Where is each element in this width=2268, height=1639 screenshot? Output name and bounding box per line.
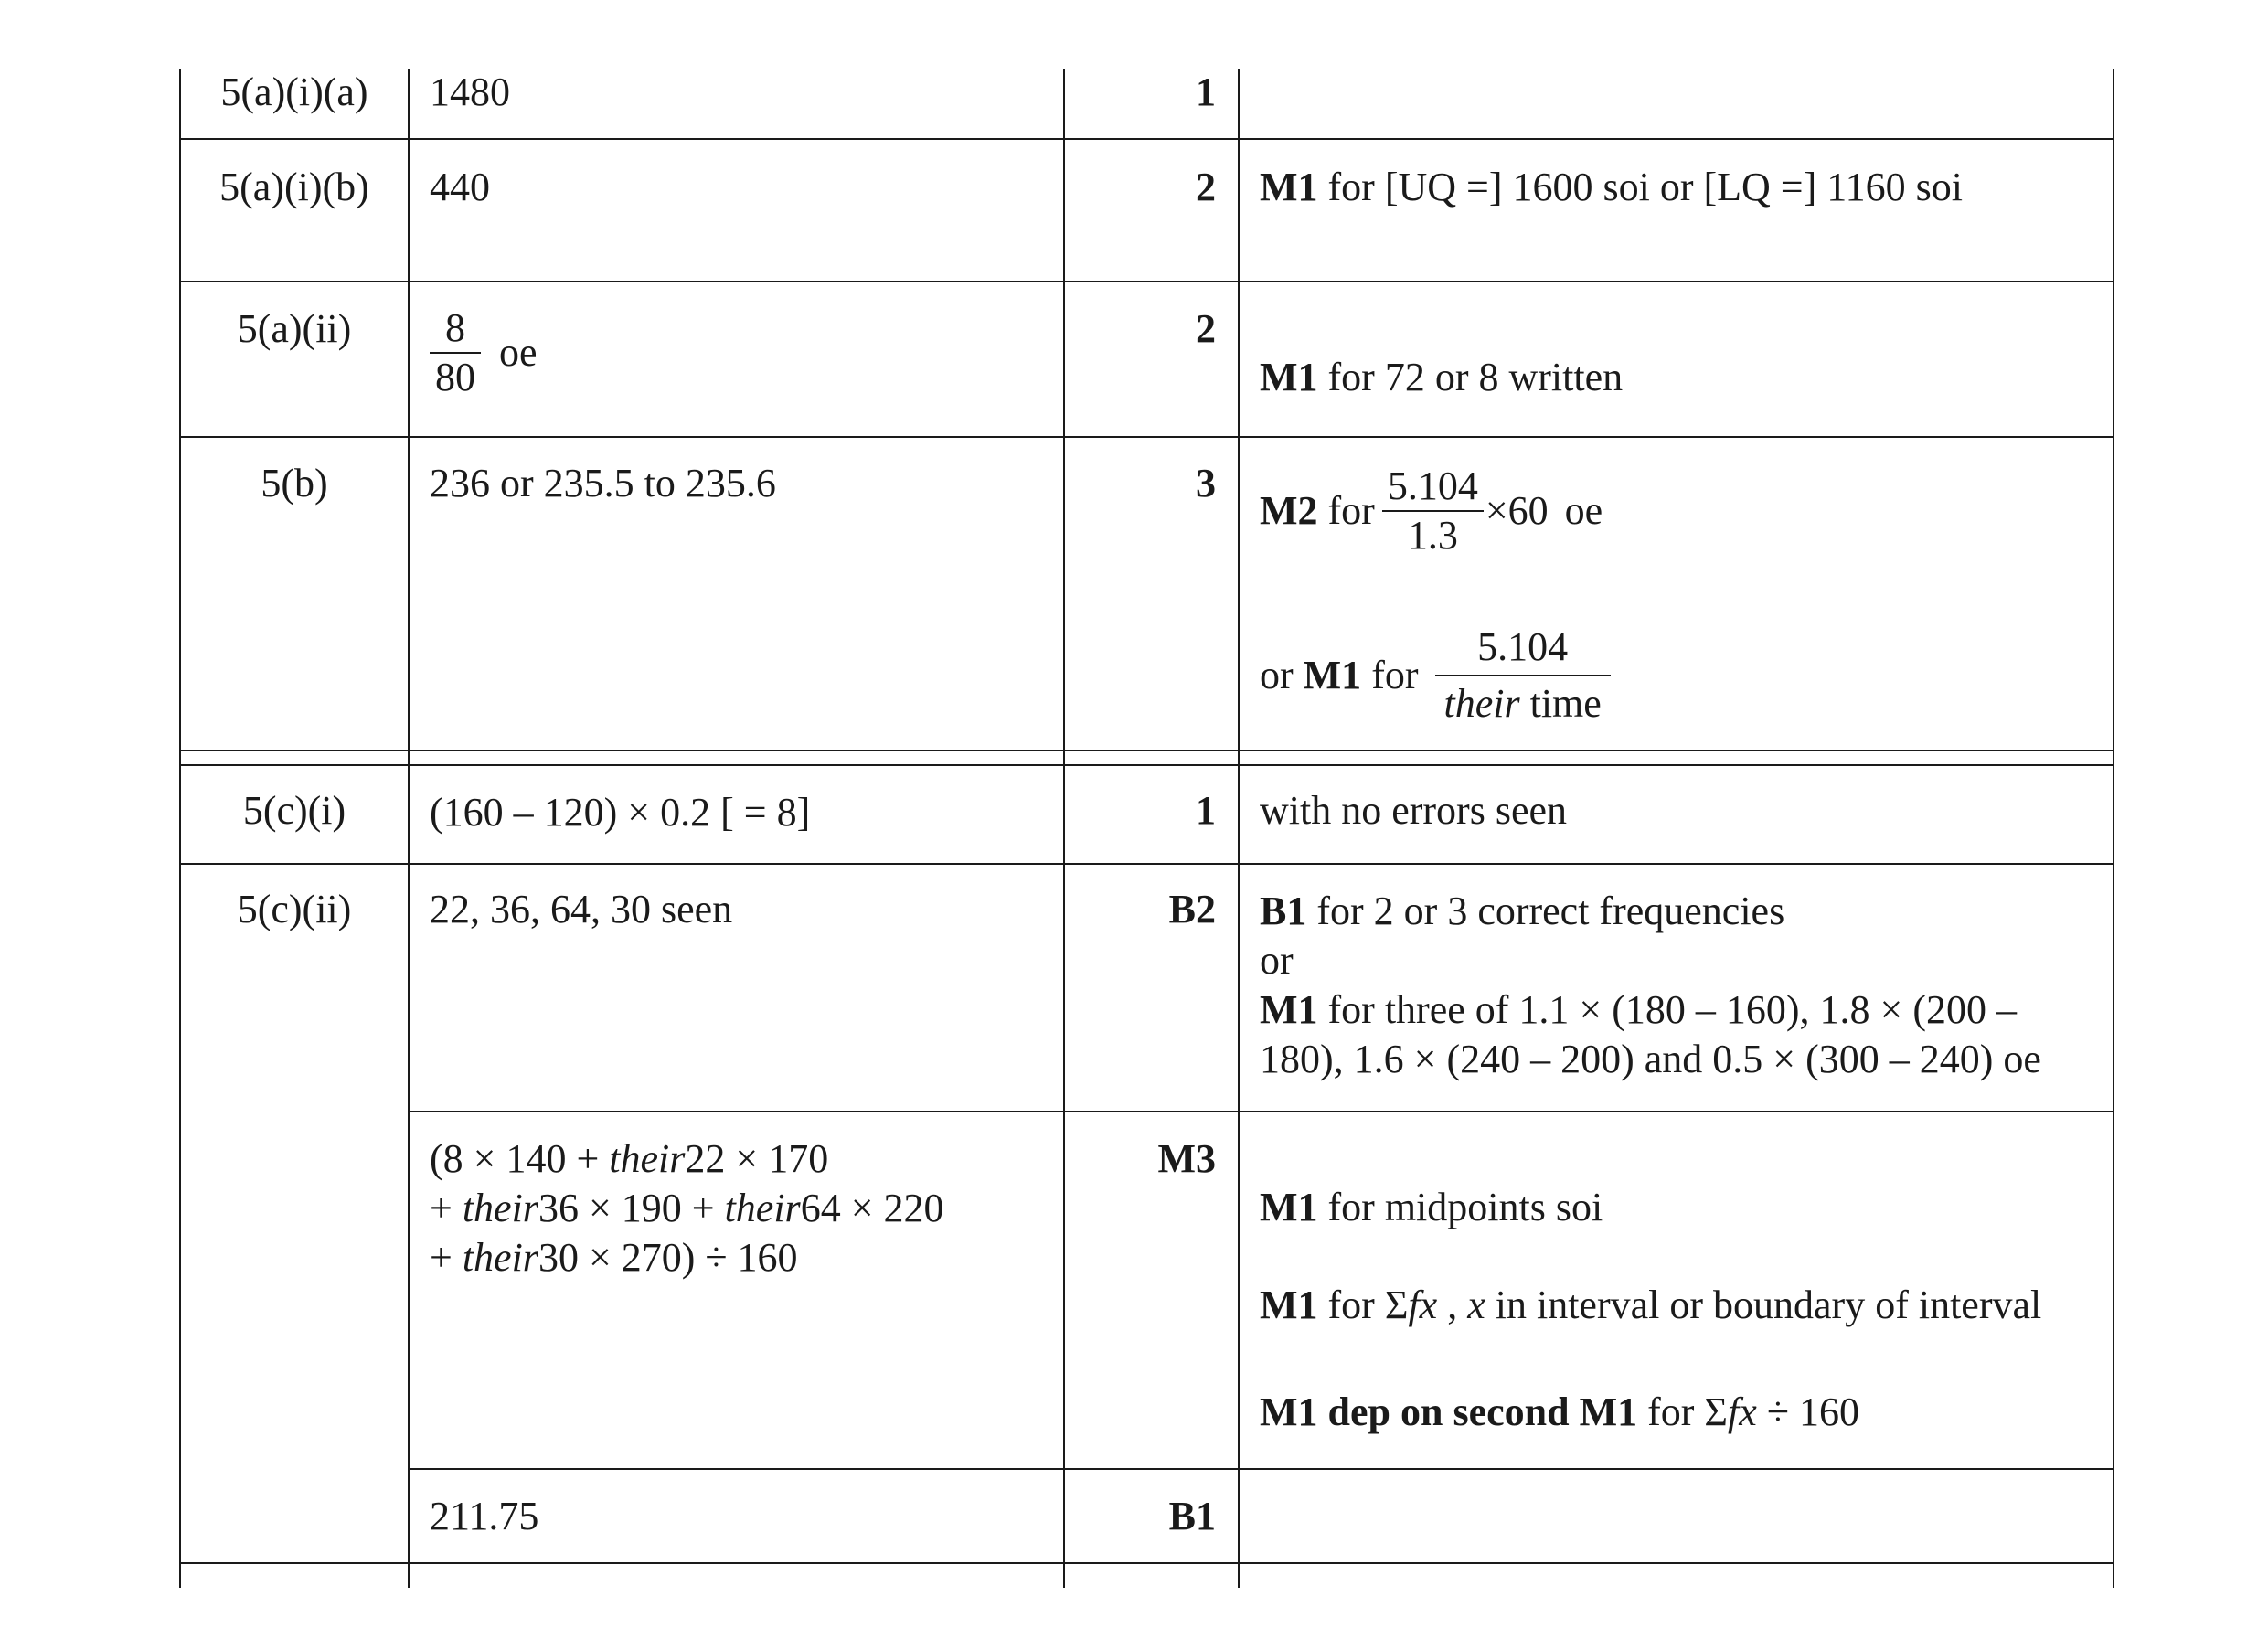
fraction-numerator: 8 bbox=[430, 304, 481, 354]
guidance-text: in interval or boundary of interval bbox=[1485, 1282, 2042, 1327]
row-divider bbox=[179, 281, 2114, 282]
guidance-cell bbox=[1260, 163, 1963, 212]
column-divider bbox=[408, 69, 410, 1588]
table-border-right bbox=[2113, 69, 2114, 1588]
guidance-text: for bbox=[1317, 488, 1375, 533]
marks-cell: 2 bbox=[1196, 306, 1216, 351]
guidance-text: for 72 or 8 written bbox=[1317, 355, 1624, 399]
row-divider bbox=[179, 750, 2114, 751]
mark-code: M2 bbox=[1260, 488, 1318, 533]
answer-cell: (160 – 120) × 0.2 [ = 8] bbox=[430, 790, 811, 835]
answer-text: (8 × 140 + bbox=[430, 1136, 610, 1181]
guidance-text: ×60 bbox=[1485, 488, 1549, 533]
italic-text: fx bbox=[1728, 1389, 1757, 1434]
marks-cell: B1 bbox=[1168, 1494, 1216, 1538]
answer-fraction bbox=[430, 304, 481, 401]
guidance-text: for midpoints soi bbox=[1317, 1185, 1603, 1229]
guidance-text: for [UQ =] 1600 soi or [LQ =] 1160 soi bbox=[1317, 165, 1963, 209]
guidance-text: for Σ bbox=[1317, 1282, 1409, 1327]
guidance-fraction bbox=[1435, 620, 1611, 731]
question-number: 5(b) bbox=[261, 461, 328, 506]
row-divider bbox=[408, 1111, 2114, 1112]
guidance-line bbox=[1260, 620, 1618, 731]
question-number: 5(a)(i)(b) bbox=[219, 165, 369, 209]
row-divider bbox=[179, 863, 2114, 865]
answer-text: 22 × 170 bbox=[685, 1136, 829, 1181]
answer-text: 36 × 190 + bbox=[538, 1186, 725, 1230]
answer-line bbox=[430, 1233, 944, 1282]
guidance-text: ÷ 160 bbox=[1756, 1389, 1859, 1434]
italic-text: their bbox=[1443, 681, 1520, 726]
answer-text: 30 × 270) ÷ 160 bbox=[538, 1235, 798, 1280]
guidance-line bbox=[1260, 1281, 2041, 1330]
question-number: 5(a)(ii) bbox=[237, 306, 352, 351]
italic-text: x bbox=[1467, 1282, 1485, 1327]
guidance-line: 180), 1.6 × (240 – 200) and 0.5 × (300 – 240) oe bbox=[1260, 1037, 2041, 1081]
answer-line bbox=[430, 1184, 944, 1233]
guidance-line bbox=[1260, 1183, 1603, 1232]
guidance-fraction bbox=[1382, 463, 1484, 559]
mark-code: M1 bbox=[1260, 1185, 1318, 1229]
guidance-text: or bbox=[1260, 653, 1304, 697]
mark-code: M1 bbox=[1260, 355, 1318, 399]
marks-cell: 1 bbox=[1196, 788, 1216, 833]
question-number: 5(a)(i)(a) bbox=[220, 69, 368, 114]
guidance-cell bbox=[1260, 353, 1623, 402]
fraction-numerator: 5.104 bbox=[1435, 620, 1611, 676]
row-divider bbox=[179, 764, 2114, 766]
fraction-denominator: 1.3 bbox=[1407, 513, 1458, 558]
answer-text: 64 × 220 bbox=[800, 1186, 944, 1230]
question-number: 5(c)(i) bbox=[242, 788, 346, 833]
guidance-text: time bbox=[1519, 681, 1602, 726]
answer-text: + bbox=[430, 1235, 463, 1280]
marks-cell: 2 bbox=[1196, 165, 1216, 209]
italic-text: their bbox=[724, 1186, 801, 1230]
answer-cell: 1480 bbox=[430, 69, 510, 114]
column-divider bbox=[1238, 69, 1240, 1588]
guidance-text: for three of 1.1 × (180 – 160), 1.8 × (200 – bbox=[1317, 987, 2018, 1032]
row-divider bbox=[179, 436, 2114, 438]
row-divider bbox=[408, 1468, 2114, 1470]
guidance-text: for bbox=[1361, 653, 1419, 697]
marks-cell: 3 bbox=[1196, 461, 1216, 506]
answer-cell: 211.75 bbox=[430, 1494, 539, 1538]
answer-cell: 22, 36, 64, 30 seen bbox=[430, 887, 733, 931]
answer-cell: 236 or 235.5 to 235.6 bbox=[430, 461, 776, 506]
mark-code: M1 dep on second M1 bbox=[1260, 1389, 1638, 1434]
guidance-text: , bbox=[1437, 1282, 1468, 1327]
italic-text: their bbox=[462, 1235, 538, 1280]
marks-cell: B2 bbox=[1168, 887, 1216, 931]
marks-cell: 1 bbox=[1196, 69, 1216, 114]
mark-code: B1 bbox=[1260, 889, 1307, 933]
answer-suffix: oe bbox=[499, 330, 538, 375]
question-number: 5(c)(ii) bbox=[237, 887, 352, 931]
italic-text: fx bbox=[1408, 1282, 1438, 1327]
fraction-denominator: 80 bbox=[435, 355, 475, 399]
guidance-line bbox=[1260, 887, 2041, 936]
answer-line bbox=[430, 1134, 944, 1184]
guidance-line bbox=[1260, 1388, 1859, 1437]
guidance-cell: with no errors seen bbox=[1260, 788, 1568, 833]
marks-cell: M3 bbox=[1157, 1136, 1216, 1181]
guidance-line bbox=[1260, 463, 1603, 559]
mark-code: M1 bbox=[1260, 987, 1318, 1032]
fraction-denominator bbox=[1435, 676, 1611, 731]
answer-cell bbox=[430, 1134, 944, 1282]
fraction-numerator: 5.104 bbox=[1382, 463, 1484, 512]
guidance-text: oe bbox=[1564, 488, 1603, 533]
guidance-text: for Σ bbox=[1637, 1389, 1729, 1434]
row-divider bbox=[179, 1562, 2114, 1564]
answer-text: + bbox=[430, 1186, 463, 1230]
mark-code: M1 bbox=[1260, 1282, 1318, 1327]
answer-cell: 440 bbox=[430, 165, 490, 209]
guidance-line: or bbox=[1260, 938, 1294, 983]
guidance-text: for 2 or 3 correct frequencies bbox=[1306, 889, 1785, 933]
italic-text: their bbox=[462, 1186, 538, 1230]
mark-code: M1 bbox=[1260, 165, 1318, 209]
guidance-cell bbox=[1260, 887, 2041, 1084]
italic-text: their bbox=[609, 1136, 686, 1181]
row-divider bbox=[179, 138, 2114, 140]
answer-cell bbox=[430, 304, 538, 401]
guidance-line bbox=[1260, 985, 2041, 1035]
mark-code: M1 bbox=[1303, 653, 1362, 697]
